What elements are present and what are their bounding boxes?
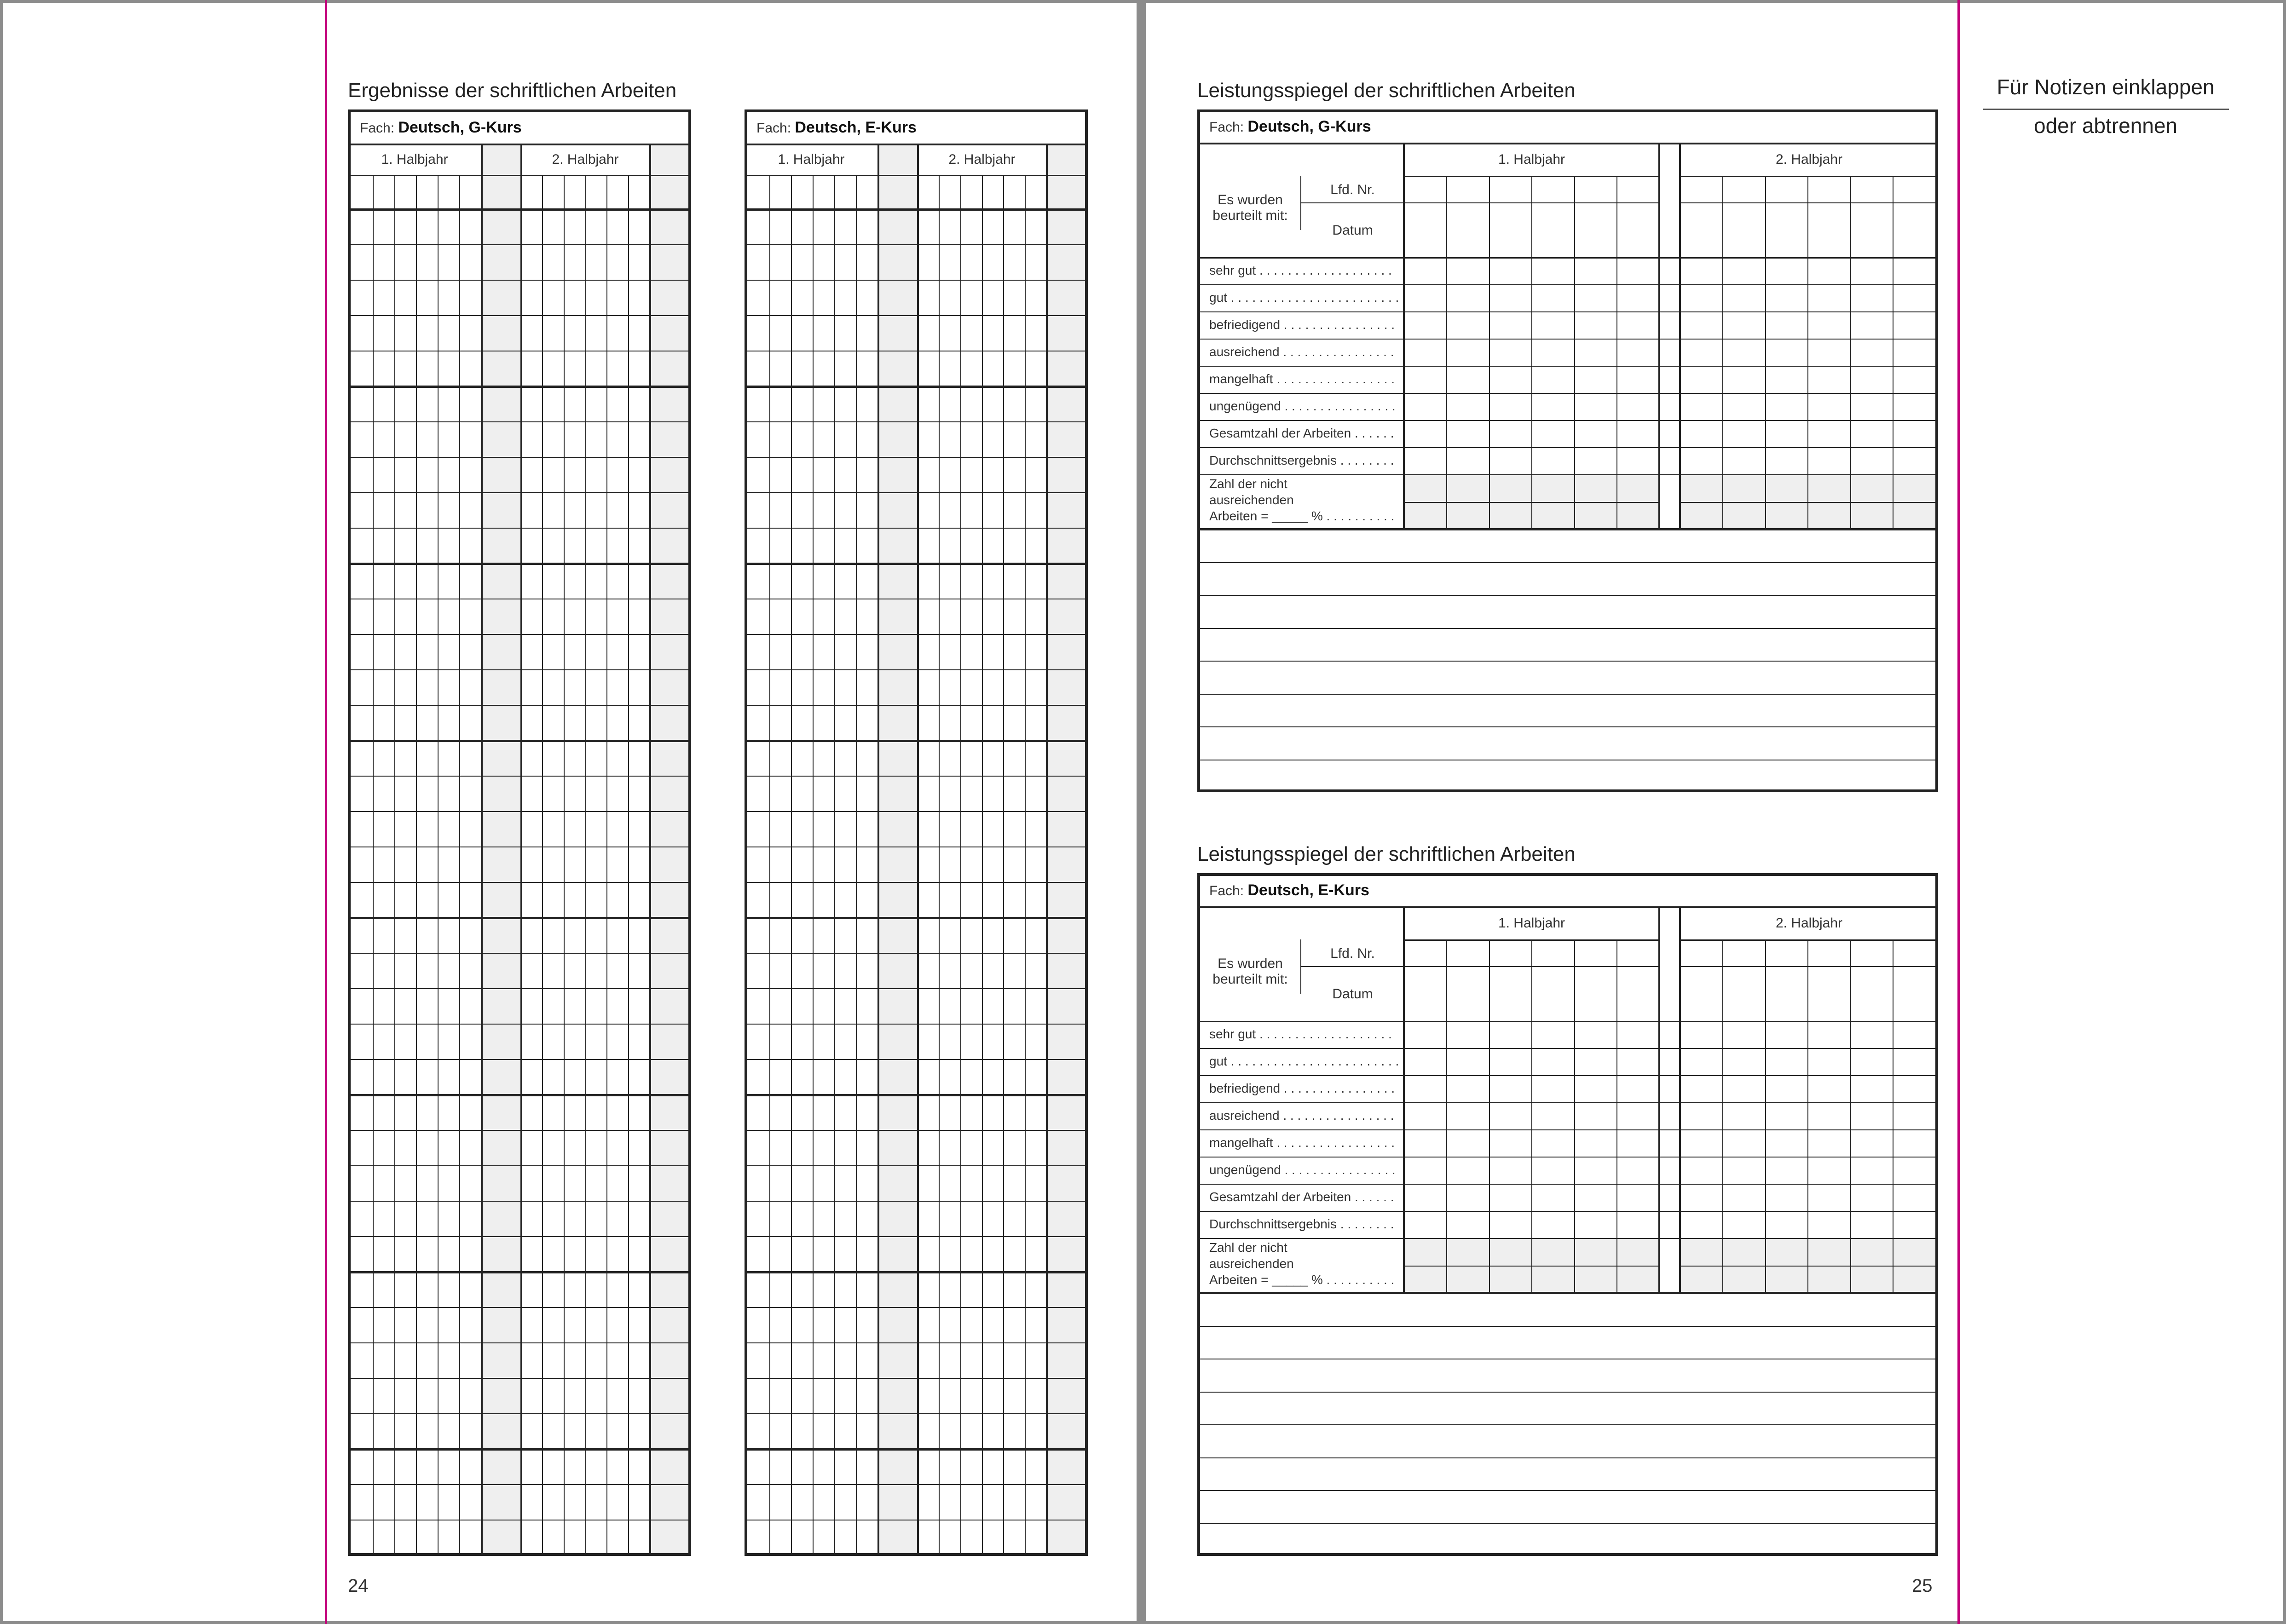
note-line <box>1197 1523 1938 1524</box>
results-block-border <box>745 109 1088 1556</box>
row-line <box>745 988 1088 989</box>
margin-line-left <box>325 0 327 1624</box>
fach-value: Deutsch, G-Kurs <box>398 119 522 136</box>
grade-column-line <box>1765 176 1766 529</box>
lfd-nr-label: Lfd. Nr. <box>1330 182 1375 197</box>
side-note-line2: oder abtrennen <box>2033 114 2178 138</box>
row-line <box>348 1236 691 1237</box>
column-line <box>982 175 983 1556</box>
grade-column-line <box>1850 939 1851 1293</box>
row-line <box>745 1555 1088 1556</box>
lfd-nr-label: Lfd. Nr. <box>1330 946 1375 961</box>
row-line <box>745 953 1088 954</box>
header-divider <box>745 144 1088 145</box>
lfd-divider <box>1300 202 1404 203</box>
row-line <box>348 1342 691 1343</box>
halfyear-2-label: 2. Halbjahr <box>1775 152 1843 167</box>
grade-row-label: gut . . . . . . . . . . . . . . . . . . . . . . . . <box>1209 1054 1399 1068</box>
column-separator <box>1046 144 1048 1556</box>
grade-column-line <box>1807 176 1808 529</box>
grade-column-line <box>1850 176 1851 529</box>
row-line <box>348 882 691 883</box>
side-note-line1: Für Notizen einklappen <box>1997 75 2215 99</box>
frame-bottom <box>0 1621 2286 1624</box>
table-section-divider <box>1197 1292 1938 1294</box>
grade-column-line <box>1531 176 1532 529</box>
row-line <box>348 1378 691 1379</box>
grade-row-label: Gesamtzahl der Arbeiten . . . . . . <box>1209 1190 1394 1204</box>
fach-prefix: Fach: <box>1209 883 1244 898</box>
frame-left <box>0 0 3 1624</box>
fach-value: Deutsch, E-Kurs <box>795 119 917 136</box>
note-line <box>1197 628 1938 629</box>
grade-row-label: Durchschnittsergebnis . . . . . . . . <box>1209 1217 1394 1231</box>
row-line <box>1680 502 1938 503</box>
column-line <box>394 175 395 1556</box>
nicht-ausreichend-label: ausreichenden <box>1209 1256 1294 1271</box>
frame-gutter <box>1137 0 1146 1624</box>
column-line <box>834 175 835 1556</box>
grade-column-line <box>1722 939 1723 1293</box>
page-number-right: 25 <box>1912 1576 1933 1596</box>
halfyear-1-label: 1. Halbjahr <box>1498 916 1565 931</box>
row-line <box>348 1484 691 1485</box>
row-line <box>745 1024 1088 1025</box>
fach-value: Deutsch, E-Kurs <box>1247 881 1369 899</box>
grade-row-line <box>1197 474 1938 475</box>
row-line <box>745 1236 1088 1237</box>
halfyear-divider <box>348 175 691 176</box>
column-separator <box>520 144 522 1556</box>
column-line <box>416 175 417 1556</box>
datum-label: Datum <box>1332 223 1373 238</box>
beurteilt-label: Es wurden beurteilt mit: <box>1212 956 1288 987</box>
column-line <box>960 175 961 1556</box>
row-line <box>348 1307 691 1308</box>
row-line <box>745 1413 1088 1414</box>
note-line <box>1197 595 1938 596</box>
row-line <box>348 1448 691 1451</box>
grade-row-label: sehr gut . . . . . . . . . . . . . . . . . . . <box>1209 263 1392 277</box>
halfyear-2-label: 2. Halbjahr <box>552 152 619 167</box>
row-line <box>745 280 1088 281</box>
note-line <box>1197 562 1938 563</box>
row-line <box>745 1342 1088 1343</box>
column-line <box>628 175 629 1556</box>
grade-column-line <box>1807 939 1808 1293</box>
grade-column-line <box>1446 939 1447 1293</box>
note-line <box>1197 694 1938 695</box>
row-line <box>745 1271 1088 1273</box>
row-line <box>745 882 1088 883</box>
leistungsspiegel-border <box>1197 873 1938 1556</box>
grade-row-line <box>1197 1075 1938 1076</box>
nicht-ausreichend-label: Zahl der nicht <box>1209 477 1287 491</box>
row-line <box>745 244 1088 245</box>
grade-column-line <box>1531 939 1532 1293</box>
column-line <box>1003 175 1004 1556</box>
fach-label <box>1209 118 1371 136</box>
page-number-left: 24 <box>348 1576 369 1596</box>
fach-label <box>756 119 917 137</box>
grade-row-label: mangelhaft . . . . . . . . . . . . . . . . . <box>1209 1135 1395 1150</box>
grade-column-line <box>1616 176 1617 529</box>
column-separator <box>917 144 919 1556</box>
nicht-ausreichend-label: Arbeiten = _____ % . . . . . . . . . . <box>1209 509 1395 523</box>
fach-value: Deutsch, G-Kurs <box>1247 118 1371 135</box>
row-line <box>745 563 1088 565</box>
column-line <box>585 175 586 1556</box>
grade-row-line <box>1197 447 1938 448</box>
row-line <box>348 988 691 989</box>
column-line <box>1025 175 1026 1556</box>
leistungsspiegel-border <box>1197 109 1938 792</box>
row-line <box>348 386 691 388</box>
row-line <box>348 1130 691 1131</box>
row-line <box>348 953 691 954</box>
header-divider <box>1197 906 1938 908</box>
column-line <box>459 175 460 1556</box>
row-line <box>348 208 691 211</box>
grade-row-line <box>1197 1129 1938 1130</box>
table-title: Leistungsspiegel der schriftlichen Arbeiten <box>1197 79 1576 102</box>
grade-row-label: ausreichend . . . . . . . . . . . . . . . . <box>1209 1108 1394 1123</box>
row-line <box>745 705 1088 706</box>
note-line <box>1197 726 1938 727</box>
row-line <box>348 1271 691 1273</box>
row-line <box>745 386 1088 388</box>
frame-right <box>2283 0 2286 1624</box>
halfyear-divider <box>745 175 1088 176</box>
halfyear-1-label: 1. Halbjahr <box>778 152 845 167</box>
grade-row-line <box>1197 339 1938 340</box>
row-line <box>348 1165 691 1166</box>
grade-row-label: gut . . . . . . . . . . . . . . . . . . . . . . . . <box>1209 290 1399 305</box>
row-line <box>745 634 1088 635</box>
row-line <box>348 1094 691 1096</box>
note-line <box>1197 1457 1938 1458</box>
column-line <box>813 175 814 1556</box>
grade-row-label: ausreichend . . . . . . . . . . . . . . . . <box>1209 345 1394 359</box>
note-line <box>1197 661 1938 662</box>
row-line <box>348 528 691 529</box>
row-line <box>745 740 1088 742</box>
row-line <box>1680 1266 1938 1267</box>
column-separator <box>877 144 879 1556</box>
row-line <box>745 917 1088 919</box>
row-line <box>745 776 1088 777</box>
grade-column-line <box>1574 939 1575 1293</box>
row-line <box>348 457 691 458</box>
grade-column-line <box>1765 939 1766 1293</box>
note-line <box>1197 1490 1938 1491</box>
grade-row-line <box>1197 1238 1938 1239</box>
grade-row-label: sehr gut . . . . . . . . . . . . . . . . . . . <box>1209 1027 1392 1041</box>
row-line <box>348 740 691 742</box>
row-line <box>348 280 691 281</box>
row-line <box>745 669 1088 670</box>
halfyear-1-label: 1. Halbjahr <box>381 152 448 167</box>
halfyear-1-label: 1. Halbjahr <box>1498 152 1565 167</box>
grade-column-line <box>1489 176 1490 529</box>
label-column-separator <box>1403 906 1405 1293</box>
row-line <box>745 1094 1088 1096</box>
halfyear-separator <box>1679 906 1681 1293</box>
row-line <box>745 1307 1088 1308</box>
note-line <box>1197 1424 1938 1425</box>
grade-row-line <box>1197 311 1938 312</box>
label-column-separator <box>1403 143 1405 529</box>
column-line <box>542 175 543 1556</box>
row-line <box>348 669 691 670</box>
row-line <box>745 528 1088 529</box>
grade-column-line <box>1616 939 1617 1293</box>
lfd-divider <box>1680 202 1938 203</box>
lfd-divider <box>1300 966 1404 967</box>
fach-prefix: Fach: <box>756 121 791 136</box>
row-line <box>745 1448 1088 1451</box>
side-note-rule <box>1983 109 2229 110</box>
fach-prefix: Fach: <box>1209 120 1244 135</box>
row-line <box>745 208 1088 211</box>
grade-row-line <box>1197 366 1938 367</box>
fach-prefix: Fach: <box>360 121 395 136</box>
datum-label: Datum <box>1332 986 1373 1002</box>
column-line <box>856 175 857 1556</box>
halfyear-divider <box>1680 176 1938 177</box>
column-separator <box>481 144 483 1556</box>
column-line <box>769 175 770 1556</box>
row-line <box>745 811 1088 812</box>
grade-row-line <box>1197 257 1938 259</box>
column-line <box>438 175 439 1556</box>
table-title: Leistungsspiegel der schriftlichen Arbeiten <box>1197 843 1576 865</box>
row-line <box>348 705 691 706</box>
table-section-divider <box>1197 528 1938 530</box>
halfyear-divider <box>1680 939 1938 941</box>
row-line <box>348 1413 691 1414</box>
row-line <box>348 917 691 919</box>
row-line <box>348 1059 691 1060</box>
row-line <box>348 776 691 777</box>
column-line <box>791 175 792 1556</box>
halfyear-separator <box>1658 143 1660 529</box>
grade-column-line <box>1489 939 1490 1293</box>
row-line <box>745 1165 1088 1166</box>
column-line <box>373 175 374 1556</box>
grade-row-label: befriedigend . . . . . . . . . . . . . . . . <box>1209 1081 1395 1095</box>
fach-label <box>1209 881 1369 899</box>
row-line <box>348 563 691 565</box>
column-line <box>564 175 565 1556</box>
nicht-ausreichend-label: Arbeiten = _____ % . . . . . . . . . . <box>1209 1273 1395 1287</box>
row-line <box>348 811 691 812</box>
row-line <box>348 244 691 245</box>
grade-row-line <box>1197 420 1938 421</box>
grade-column-line <box>1446 176 1447 529</box>
row-line <box>745 1059 1088 1060</box>
grade-row-line <box>1197 284 1938 285</box>
row-line <box>348 634 691 635</box>
halfyear-2-label: 2. Halbjahr <box>948 152 1016 167</box>
grade-row-label: Durchschnittsergebnis . . . . . . . . <box>1209 453 1394 467</box>
row-line <box>348 1024 691 1025</box>
note-line <box>1197 1326 1938 1327</box>
grade-row-line <box>1197 1157 1938 1158</box>
row-line <box>745 1484 1088 1485</box>
row-line <box>745 421 1088 422</box>
row-line <box>348 492 691 493</box>
halfyear-2-label: 2. Halbjahr <box>1775 916 1843 931</box>
nicht-ausreichend-label: ausreichenden <box>1209 493 1294 507</box>
grade-row-line <box>1197 1211 1938 1212</box>
column-line <box>939 175 940 1556</box>
grade-row-label: Gesamtzahl der Arbeiten . . . . . . <box>1209 426 1394 440</box>
row-line <box>745 1130 1088 1131</box>
row-line <box>745 315 1088 316</box>
grade-row-line <box>1197 1184 1938 1185</box>
grade-column-line <box>1574 176 1575 529</box>
row-line <box>745 457 1088 458</box>
grade-row-line <box>1197 1102 1938 1103</box>
grade-row-label: ungenügend . . . . . . . . . . . . . . . . <box>1209 399 1396 413</box>
header-divider <box>1197 143 1938 144</box>
column-separator <box>649 144 651 1556</box>
row-line <box>348 421 691 422</box>
grade-row-label: ungenügend . . . . . . . . . . . . . . . . <box>1209 1163 1396 1177</box>
fach-label <box>360 119 522 137</box>
beurteilt-label: Es wurden beurteilt mit: <box>1212 192 1288 223</box>
frame-top <box>0 0 2286 3</box>
nicht-ausreichend-label: Zahl der nicht <box>1209 1240 1287 1255</box>
grade-row-label: mangelhaft . . . . . . . . . . . . . . . . . <box>1209 372 1395 386</box>
row-line <box>745 1201 1088 1202</box>
margin-line-right <box>1957 0 1960 1624</box>
left-page-title: Ergebnisse der schriftlichen Arbeiten <box>348 79 677 102</box>
column-line <box>606 175 607 1556</box>
row-line <box>745 492 1088 493</box>
grade-column-line <box>1722 176 1723 529</box>
row-line <box>348 1555 691 1556</box>
grade-row-line <box>1197 1021 1938 1022</box>
grade-row-label: befriedigend . . . . . . . . . . . . . . . . <box>1209 317 1395 332</box>
row-line <box>348 1201 691 1202</box>
header-divider <box>348 144 691 145</box>
grade-row-line <box>1197 393 1938 394</box>
grade-row-line <box>1197 1048 1938 1049</box>
results-block-border <box>348 109 691 1556</box>
halfyear-separator <box>1679 143 1681 529</box>
note-line <box>1197 1392 1938 1393</box>
row-line <box>348 315 691 316</box>
lfd-divider <box>1680 966 1938 967</box>
row-line <box>745 1378 1088 1379</box>
halfyear-separator <box>1658 906 1660 1293</box>
